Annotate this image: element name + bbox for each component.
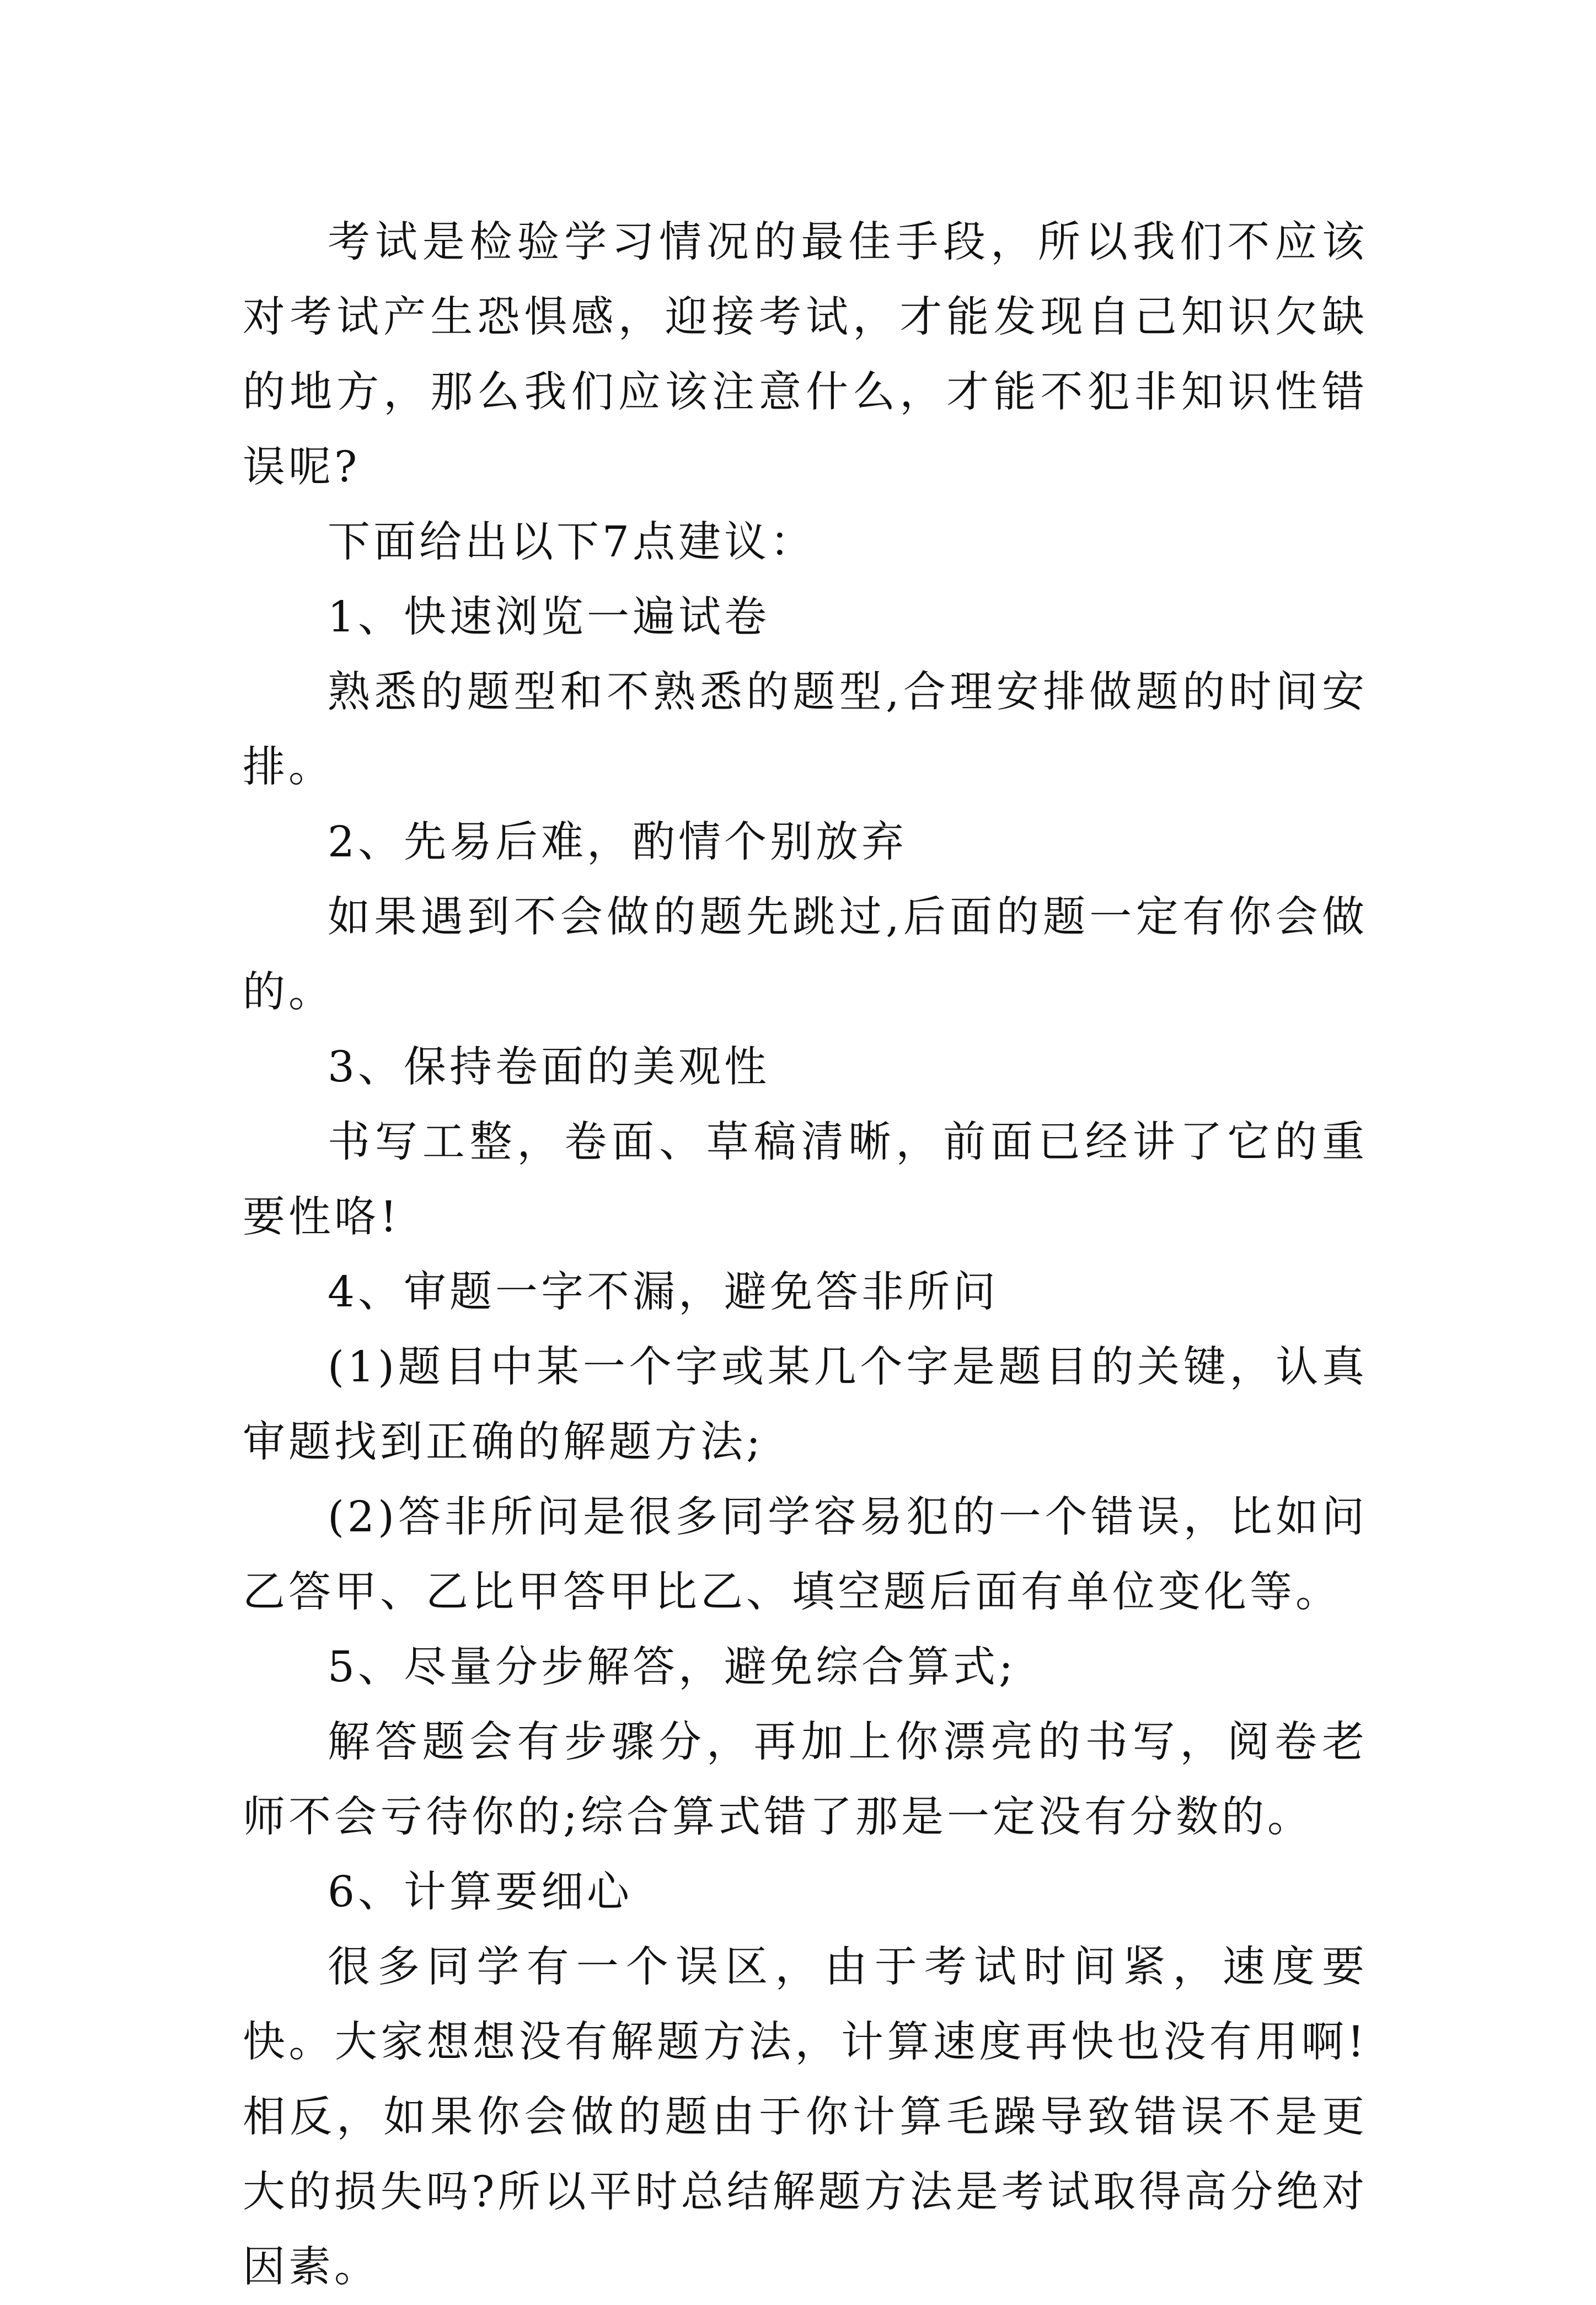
tip-heading-5: 5、尽量分步解答，避免综合算式; [328, 1643, 1016, 1692]
tip-body-1: 熟悉的题型和不熟悉的题型,合理安排做题的时间安排。 [243, 668, 1368, 792]
tip-body-6: 很多同学有一个误区，由于考试时间紧，速度要快。大家想想没有解题方法，计算速度再快也没有用啊!相反，如果你会做的题由于你计算毛躁导致错误不是更大的损失吗?所以平时总结解题方法是考试取得高分绝对因素。 [243, 1943, 1368, 2292]
tip-heading-3: 3、保持卷面的美观性 [328, 1043, 770, 1092]
tip-heading-1: 1、快速浏览一遍试卷 [328, 593, 770, 642]
intro-paragraph: 考试是检验学习情况的最佳手段，所以我们不应该对考试产生恐惧感，迎接考试，才能发现自己知识欠缺的地方，那么我们应该注意什么，才能不犯非知识性错误呢? [243, 218, 1368, 492]
tip-body-4a: (1)题目中某一个字或某几个字是题目的关键，认真审题找到正确的解题方法; [243, 1343, 1368, 1467]
document-page [243, 205, 1368, 2305]
tip-body-5: 解答题会有步骤分，再加上你漂亮的书写，阅卷老师不会亏待你的;综合算式错了那是一定没有分数的。 [243, 1718, 1368, 1842]
suggestions-intro: 下面给出以下7点建议： [328, 518, 816, 567]
tip-body-3: 书写工整，卷面、草稿清晰，前面已经讲了它的重要性咯! [243, 1118, 1368, 1242]
tip-body-4b: (2)答非所问是很多同学容易犯的一个错误，比如问乙答甲、乙比甲答甲比乙、填空题后面有单位变化等。 [243, 1493, 1368, 1617]
tip-heading-6: 6、计算要细心 [328, 1868, 633, 1917]
tip-heading-4: 4、审题一字不漏，避免答非所问 [328, 1268, 999, 1317]
tip-body-2: 如果遇到不会做的题先跳过,后面的题一定有你会做的。 [243, 893, 1368, 1017]
tip-heading-2: 2、先易后难，酌情个别放弃 [328, 818, 907, 867]
